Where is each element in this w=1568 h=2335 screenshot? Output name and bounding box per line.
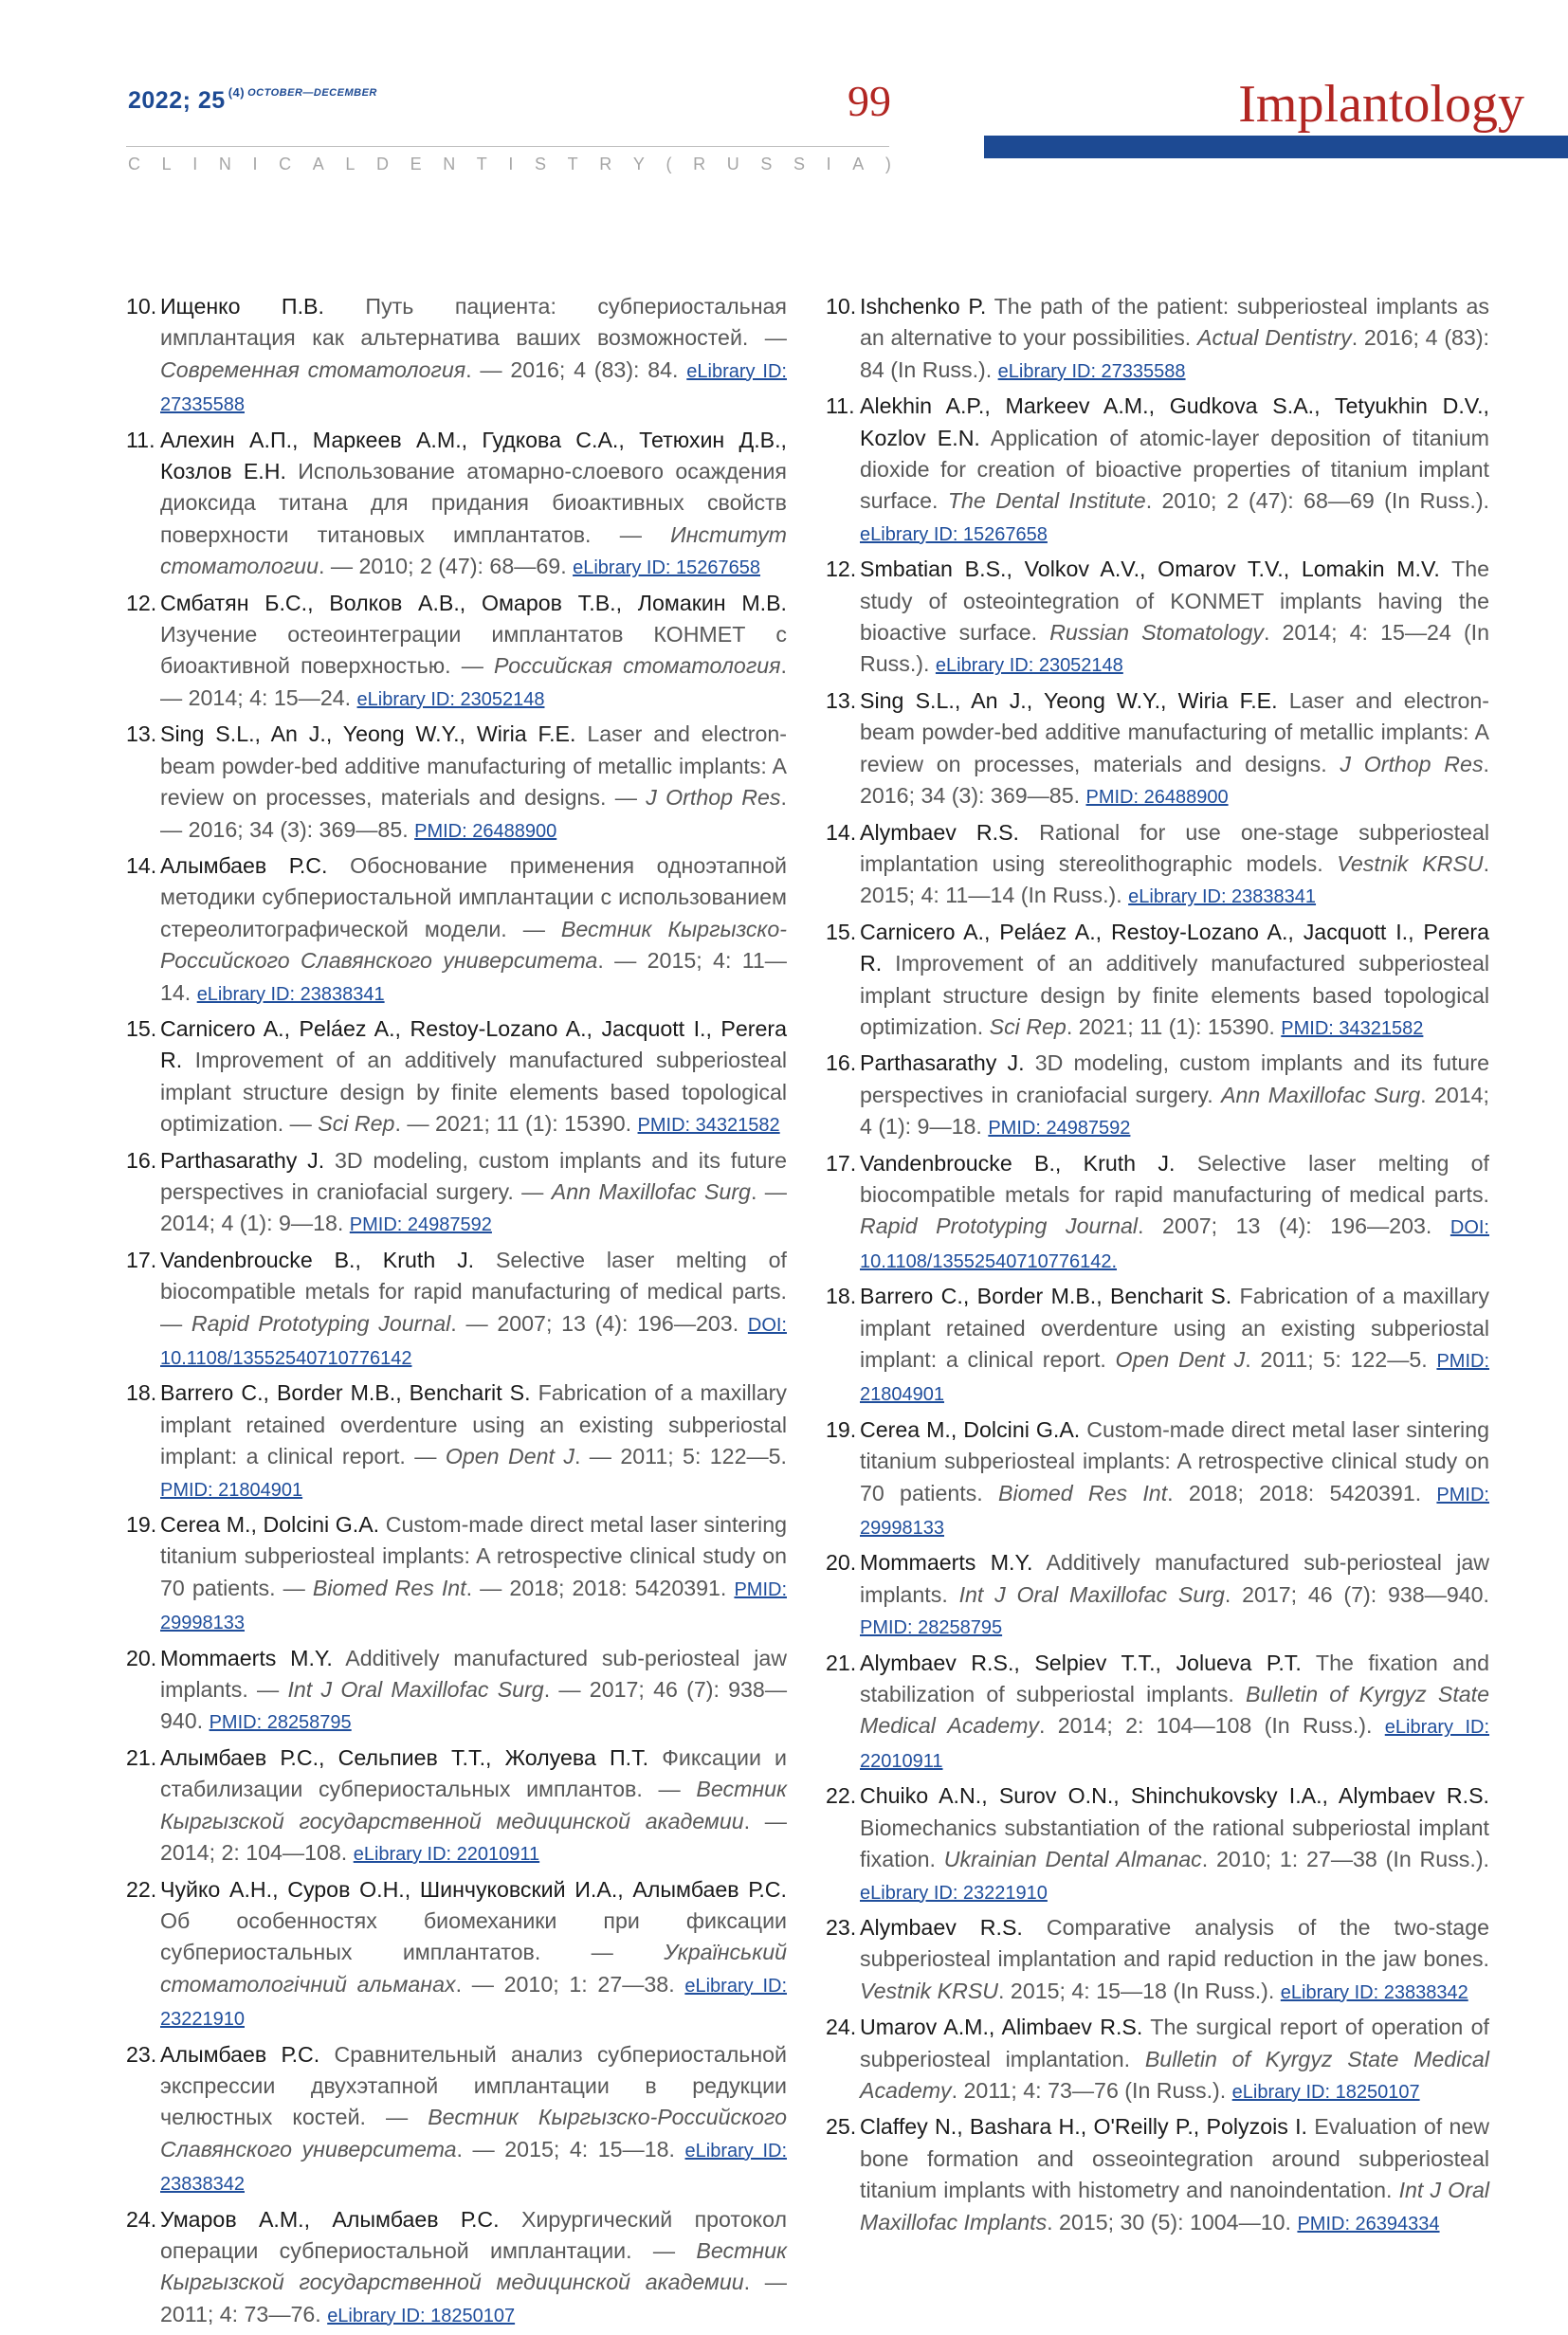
issue-year-volume: 2022; 25 <box>128 87 226 114</box>
journal-title-letter: L <box>161 155 172 173</box>
reference-link[interactable]: eLibrary ID: 23052148 <box>356 688 545 710</box>
reference-source: J Orthop Res <box>1340 751 1484 776</box>
reference-item <box>126 2204 787 2333</box>
reference-authors: Barrero C., Border M.B., Bencharit S. <box>160 1380 531 1406</box>
reference-authors: Alymbaev R.S. <box>860 819 1019 845</box>
reference-source: Bulletin of Kyrgyz State Medical Academy <box>860 2046 1489 2103</box>
header-divider <box>126 146 889 147</box>
references-english-column <box>826 291 1489 2243</box>
reference-link[interactable]: eLibrary ID: 23052148 <box>935 655 1123 677</box>
reference-details: . 2016; 4 (83): 84 (In Russ.). <box>860 325 1489 382</box>
reference-link[interactable]: PMID: 29998133 <box>860 1484 1489 1540</box>
reference-source: Ann Maxillofac Surg <box>1221 1082 1421 1107</box>
reference-source: Int J Oral Maxillofac Implants <box>860 2178 1489 2235</box>
reference-details: . 2015; 4: 11—14 (In Russ.). <box>860 850 1490 908</box>
reference-source: Open Dent J <box>445 1444 574 1469</box>
reference-number: 18. <box>826 1284 857 1309</box>
reference-link[interactable]: eLibrary ID: 22010911 <box>353 1844 540 1866</box>
reference-link[interactable]: eLibrary ID: 23838342 <box>160 2140 787 2196</box>
reference-item <box>826 554 1489 683</box>
reference-authors: Чуйко А.Н., Суров О.Н., Шинчуковский И.А., Алымбаев Р.С. <box>160 1876 787 1902</box>
reference-details: . — 2010; 1: 27—38. <box>455 1971 685 1997</box>
reference-item <box>126 425 787 585</box>
reference-link[interactable]: PMID: 28258795 <box>209 1712 352 1734</box>
reference-link[interactable]: PMID: 34321582 <box>1281 1017 1424 1039</box>
reference-authors: Алымбаев Р.С. <box>160 2041 320 2067</box>
reference-text: Фиксации и стабилизации субпериостальных имплантов. — <box>160 1744 788 1802</box>
reference-item <box>126 1013 787 1142</box>
reference-link[interactable]: eLibrary ID: 27335588 <box>160 360 787 416</box>
reference-text: The study of osteointegration of KONMET implants having the bioactive surface. <box>860 556 1490 646</box>
reference-details: . — 2016; 4 (83): 84. <box>465 356 687 382</box>
reference-source: Ukrainian Dental Almanac <box>943 1847 1202 1872</box>
reference-details: . 2018; 2018: 5420391. <box>1167 1480 1437 1505</box>
reference-link[interactable]: PMID: 24987592 <box>988 1118 1131 1140</box>
reference-number: 21. <box>126 1744 157 1770</box>
reference-item <box>126 719 787 848</box>
reference-link[interactable]: eLibrary ID: 23221910 <box>160 1975 788 2031</box>
reference-link[interactable]: PMID: 28258795 <box>860 1617 1003 1639</box>
reference-link[interactable]: eLibrary ID: 22010911 <box>860 1717 1490 1772</box>
reference-number: 16. <box>126 1147 157 1173</box>
reference-item <box>126 1742 787 1871</box>
journal-title-letter: ( <box>665 155 672 173</box>
reference-text: Laser and electron-beam powder-bed additive manufacturing of metallic implants: A review on processes, materials and designs. — <box>160 721 787 811</box>
reference-number: 14. <box>126 852 157 878</box>
journal-title-letter: S <box>535 155 547 173</box>
reference-text: Improvement of an additively manufactured subperiosteal implant structure design by finite elements based topological optimization. <box>860 951 1489 1039</box>
reference-item <box>826 1414 1489 1545</box>
reference-source: Sci Rep <box>989 1013 1067 1039</box>
reference-link[interactable]: eLibrary ID: 15267658 <box>860 523 1048 545</box>
reference-text: Хирургический протокол операции субпериостальной имплантации. — <box>160 2206 787 2263</box>
reference-text: Rational for use one-stage subperiosteal implantation using stereolithographic models. <box>860 819 1489 876</box>
reference-link[interactable]: eLibrary ID: 23838342 <box>1280 1981 1468 2003</box>
reference-text: 3D modeling, custom implants and its future perspectives in craniofacial surgery. — <box>160 1147 787 1204</box>
reference-source: Российская стоматология <box>494 653 781 679</box>
reference-number: 11. <box>826 393 855 419</box>
reference-text: Comparative analysis of the two-stage subperiosteal implantation and rapid reduction in the jaw bones. <box>860 1914 1489 1972</box>
reference-authors: Ishchenko P. <box>860 294 987 319</box>
reference-item <box>126 1874 787 2036</box>
reference-authors: Vandenbroucke B., Kruth J. <box>160 1247 475 1272</box>
issue-info <box>128 85 377 115</box>
reference-text: Biomechanics substantiation of the rational subperiostal implant fixation. <box>860 1815 1489 1872</box>
reference-source: Vestnik KRSU <box>1337 850 1484 876</box>
reference-authors: Алехин А.П., Маркеев А.М., Гудкова С.А., Тетюхин Д.В., Козлов Е.Н. <box>160 427 787 484</box>
reference-text: The surgical report of operation of subperiosteal implantation. <box>860 2015 1489 2071</box>
reference-item <box>126 1145 787 1242</box>
reference-text: Fabrication of a maxillary implant retained overdenture using an existing subperiostal implant: a clinical report. — <box>160 1380 787 1469</box>
reference-text: Laser and electron-beam powder-bed additive manufacturing of metallic implants: A review on processes, materials and designs. <box>860 687 1489 776</box>
reference-source: Rapid Prototyping Journal <box>191 1310 451 1336</box>
journal-title-letter: S <box>793 155 805 173</box>
reference-details: . — 2016; 34 (3): 369—85. <box>160 785 787 842</box>
reference-item <box>826 917 1489 1046</box>
journal-title-letter: Y <box>632 155 645 173</box>
reference-authors: Cerea M., Dolcini G.A. <box>160 1512 380 1538</box>
reference-number: 20. <box>126 1645 157 1670</box>
reference-text: Custom-made direct metal laser sintering titanium subperiosteal implants: A retrospective clinical study on 70 patients. <box>860 1416 1489 1505</box>
reference-authors: Parthasarathy J. <box>860 1050 1025 1076</box>
reference-link[interactable]: eLibrary ID: 23838341 <box>1128 886 1317 908</box>
reference-item <box>826 2012 1489 2108</box>
reference-text: Обоснование применения одноэтапной методики субпериостальной имплантации с использованием стереолитографической модели. — <box>160 852 787 941</box>
reference-details: . — 2015; 4: 11—14. <box>160 948 787 1005</box>
reference-number: 19. <box>826 1416 857 1442</box>
reference-number: 23. <box>826 1914 857 1940</box>
reference-number: 17. <box>126 1247 157 1272</box>
reference-number: 13. <box>826 687 857 713</box>
reference-text: Использование атомарно-слоевого осаждения диоксида титана для придания биоактивных свойств поверхности титановых имплантатов. — <box>160 459 787 547</box>
journal-title-letter: I <box>508 155 514 173</box>
reference-details: . — 2017; 46 (7): 938—940. <box>160 1677 787 1734</box>
reference-text: Об особенностях биомеханики при фиксации субпериостальных имплантатов. — <box>160 1907 787 1965</box>
reference-text: Additively manufactured sub-periosteal jaw implants. — <box>160 1645 788 1703</box>
reference-link[interactable]: PMID: 26488900 <box>1085 787 1229 809</box>
reference-link[interactable]: PMID: 21804901 <box>160 1479 303 1501</box>
reference-text: Fabrication of a maxillary implant retained overdenture using an existing subperiostal implant: a clinical report. <box>860 1284 1489 1372</box>
reference-text: Изучение остеоинтеграции имплантатов КОНМЕТ с биоактивной поверхностью. — <box>160 622 787 679</box>
reference-text: Сравнительный анализ субпериостальной экспрессии двухэтапной имплантации в редукции челюстных костей. — <box>160 2041 787 2130</box>
reference-authors: Alekhin A.P., Markeev A.M., Gudkova S.A., Tetyukhin D.V., Kozlov E.N. <box>860 393 1489 450</box>
reference-number: 22. <box>126 1876 157 1902</box>
section-title: Implantology <box>1238 75 1524 134</box>
reference-details: . 2011; 4: 73—76 (In Russ.). <box>951 2077 1232 2103</box>
reference-number: 22. <box>826 1783 857 1809</box>
reference-authors: Claffey N., Bashara H., O'Reilly P., Polyzois I. <box>860 2114 1308 2140</box>
reference-link[interactable]: PMID: 21804901 <box>860 1351 1489 1406</box>
reference-link[interactable]: PMID: 26394334 <box>1297 2213 1440 2235</box>
reference-details: . 2014; 2: 104—108 (In Russ.). <box>1039 1713 1385 1739</box>
reference-authors: Smbatian B.S., Volkov A.V., Omarov T.V., Lomakin M.V. <box>860 556 1440 582</box>
reference-text: 3D modeling, custom implants and its future perspectives in craniofacial surgery. <box>860 1050 1489 1107</box>
reference-details: . — 2011; 5: 122—5. <box>574 1444 787 1469</box>
reference-authors: Ищенко П.В. <box>160 294 324 319</box>
reference-details: . 2010; 1: 27—38 (In Russ.). <box>1201 1847 1489 1872</box>
reference-text: Application of atomic-layer deposition of titanium dioxide for creation of bioactive properties of titanium implant surface. <box>860 425 1490 514</box>
reference-details: . 2015; 30 (5): 1004—10. <box>1047 2209 1298 2235</box>
reference-authors: Смбатян Б.С., Волков А.В., Омаров Т.В., Ломакин М.В. <box>160 590 787 615</box>
reference-item <box>826 391 1489 551</box>
reference-authors: Cerea M., Dolcini G.A. <box>860 1416 1081 1442</box>
reference-number: 21. <box>826 1650 857 1675</box>
reference-source: Int J Oral Maxillofac Surg <box>958 1581 1225 1607</box>
reference-details: . 2011; 5: 122—5. <box>1245 1347 1437 1372</box>
journal-title-letter: I <box>192 155 198 173</box>
journal-title-letter: T <box>567 155 578 173</box>
reference-authors: Alymbaev R.S., Selpiev T.T., Jolueva P.T. <box>860 1650 1302 1675</box>
reference-authors: Carnicero A., Peláez A., Restoy-Lozano A., Jacquott I., Perera R. <box>860 919 1489 976</box>
references-russian-column <box>126 291 787 2335</box>
reference-item <box>826 1048 1489 1144</box>
reference-number: 24. <box>126 2206 157 2232</box>
reference-source: Современная стоматология <box>160 356 466 382</box>
journal-title <box>128 155 891 174</box>
issue-number: (4) <box>228 85 246 100</box>
reference-item <box>126 850 787 1011</box>
reference-details: . — 2007; 13 (4): 196—203. <box>450 1310 748 1336</box>
reference-source: Open Dent J <box>1115 1347 1246 1372</box>
reference-details: . — 2021; 11 (1): 15390. <box>394 1111 638 1137</box>
reference-number: 24. <box>826 2015 857 2040</box>
reference-item <box>826 1780 1489 1909</box>
reference-item <box>826 817 1489 914</box>
reference-number: 19. <box>126 1512 157 1538</box>
reference-text: The path of the patient: subperiosteal implants as an alternative to your possibilities. <box>860 294 1490 351</box>
reference-authors: Алымбаев Р.С. <box>160 852 328 878</box>
reference-source: Biomed Res Int <box>997 1480 1168 1505</box>
reference-source: Actual Dentistry <box>1197 325 1352 351</box>
reference-source: Український стоматологічний альманах <box>160 1940 787 1997</box>
reference-details: . 2014; 4 (1): 9—18. <box>860 1082 1490 1140</box>
reference-link[interactable]: eLibrary ID: 23221910 <box>860 1882 1048 1904</box>
reference-link[interactable]: PMID: 24987592 <box>349 1214 492 1236</box>
journal-title-letter: R <box>693 155 706 173</box>
reference-link[interactable]: DOI: 10.1108/13552540710776142 <box>160 1314 787 1369</box>
reference-authors: Barrero C., Border M.B., Bencharit S. <box>860 1284 1232 1309</box>
reference-source: The Dental Institute <box>947 488 1146 514</box>
journal-title-letter: C <box>128 155 140 173</box>
reference-number: 23. <box>126 2041 157 2067</box>
reference-details: . 2014; 4: 15—24 (In Russ.). <box>860 620 1489 677</box>
page-number: 99 <box>848 77 891 125</box>
journal-title-letter: A <box>312 155 324 173</box>
reference-authors: Vandenbroucke B., Kruth J. <box>860 1150 1176 1176</box>
journal-title-letter: I <box>826 155 831 173</box>
reference-source: Vestnik KRSU <box>860 1978 999 2003</box>
reference-text: Improvement of an additively manufactured subperiosteal implant structure design by finite elements based topological optimization. — <box>160 1048 787 1137</box>
reference-text: Evaluation of new bone formation and osseointegration around subperiosteal titanium implants with histometry and nanoindentation. <box>860 2114 1489 2203</box>
reference-number: 10. <box>826 294 857 319</box>
reference-details: . — 2014; 2: 104—108. <box>160 1808 787 1866</box>
reference-item <box>826 685 1489 814</box>
reference-number: 10. <box>126 294 157 319</box>
journal-title-letter: S <box>760 155 773 173</box>
reference-item <box>826 2111 1489 2240</box>
reference-text: Selective laser melting of biocompatible metals for rapid manufacturing of medical parts. <box>860 1150 1489 1207</box>
reference-text: The fixation and stabilization of subperiostal implants. <box>860 1650 1489 1707</box>
reference-link[interactable]: eLibrary ID: 18250107 <box>1231 2081 1420 2103</box>
journal-title-letter: U <box>726 155 739 173</box>
journal-title-letter: N <box>443 155 456 173</box>
journal-title-letter: A <box>852 155 865 173</box>
reference-item <box>126 2039 787 2201</box>
reference-number: 15. <box>826 919 857 944</box>
reference-details: . 2017; 46 (7): 938—940. <box>1224 1581 1489 1607</box>
reference-details: . — 2015; 4: 15—18. <box>456 2136 685 2162</box>
reference-details: . — 2011; 4: 73—76. <box>160 2270 787 2326</box>
reference-item <box>826 1281 1489 1412</box>
reference-source: Институт стоматологии <box>160 521 787 579</box>
reference-item <box>126 1643 787 1740</box>
reference-authors: Mommaerts M.Y. <box>860 1550 1033 1576</box>
reference-item <box>126 1377 787 1506</box>
reference-authors: Sing S.L., An J., Yeong W.Y., Wiria F.E. <box>160 721 576 747</box>
reference-details: . 2010; 2 (47): 68—69 (In Russ.). <box>1145 488 1489 514</box>
reference-source: Вестник Кыргызско-Российского Славянского университета <box>160 2105 787 2162</box>
reference-source: Bulletin of Kyrgyz State Medical Academy <box>860 1682 1489 1739</box>
reference-number: 17. <box>826 1150 857 1176</box>
journal-title-letter: I <box>252 155 258 173</box>
reference-link[interactable]: PMID: 29998133 <box>160 1578 787 1634</box>
reference-item <box>826 1648 1489 1779</box>
journal-title-letter: N <box>218 155 231 173</box>
reference-source: Russian Stomatology <box>1049 620 1264 646</box>
reference-number: 18. <box>126 1380 157 1406</box>
reference-link[interactable]: DOI: 10.1108/13552540710776142. <box>860 1217 1489 1272</box>
reference-details: . 2015; 4: 15—18 (In Russ.). <box>998 1978 1281 2003</box>
reference-number: 13. <box>126 721 157 747</box>
reference-link[interactable]: eLibrary ID: 23838341 <box>196 983 385 1005</box>
reference-authors: Sing S.L., An J., Yeong W.Y., Wiria F.E. <box>860 687 1278 713</box>
reference-link[interactable]: eLibrary ID: 15267658 <box>573 557 761 579</box>
reference-number: 15. <box>126 1015 157 1041</box>
reference-details: . 2021; 11 (1): 15390. <box>1066 1013 1282 1039</box>
reference-text: Путь пациента: субпериостальная имплантация как альтернатива ваших возможностей. — <box>160 294 787 351</box>
reference-source: Sci Rep <box>318 1111 395 1137</box>
reference-details: . 2007; 13 (4): 196—203. <box>1138 1213 1450 1239</box>
reference-details: . — 2014; 4 (1): 9—18. <box>160 1178 787 1236</box>
reference-item <box>126 1245 787 1376</box>
reference-item <box>826 1912 1489 2009</box>
reference-number: 20. <box>826 1550 857 1576</box>
reference-text: Custom-made direct metal laser sintering titanium subperiosteal implants: A retrospective clinical study on 70 patients. — <box>160 1512 787 1600</box>
reference-authors: Алымбаев Р.С., Сельпиев Т.Т., Жолуева П.Т. <box>160 1744 649 1770</box>
issue-period: OCTOBER—DECEMBER <box>247 87 377 99</box>
reference-source: Вестник Кыргызской государственной медицинской академии <box>160 2237 787 2295</box>
reference-number: 11. <box>126 427 155 452</box>
reference-details: . — 2010; 2 (47): 68—69. <box>318 554 574 579</box>
reference-authors: Mommaerts M.Y. <box>160 1645 333 1670</box>
reference-text: Selective laser melting of biocompatible metals for rapid manufacturing of medical parts. — <box>160 1247 787 1336</box>
reference-authors: Parthasarathy J. <box>160 1147 325 1173</box>
reference-item <box>126 1509 787 1640</box>
reference-link[interactable]: eLibrary ID: 18250107 <box>327 2305 516 2326</box>
reference-number: 25. <box>826 2114 857 2140</box>
reference-source: Biomed Res Int <box>312 1575 466 1600</box>
reference-authors: Alymbaev R.S. <box>860 1914 1023 1940</box>
journal-title-letter: C <box>279 155 292 173</box>
reference-item <box>826 291 1489 388</box>
journal-title-letter: E <box>410 155 422 173</box>
reference-source: Int J Oral Maxillofac Surg <box>287 1677 544 1703</box>
reference-source: Rapid Prototyping Journal <box>860 1213 1139 1239</box>
reference-source: Вестник Кыргызско-Российского Славянского университета <box>160 916 787 974</box>
reference-source: J Orthop Res <box>646 785 781 811</box>
journal-title-letter: L <box>345 155 356 173</box>
reference-number: 12. <box>126 590 157 615</box>
journal-title-letter: R <box>599 155 612 173</box>
reference-link[interactable]: eLibrary ID: 27335588 <box>997 360 1186 382</box>
reference-item <box>826 1547 1489 1644</box>
reference-number: 14. <box>826 819 857 845</box>
reference-source: Ann Maxillofac Surg <box>551 1178 751 1204</box>
reference-authors: Chuiko A.N., Surov O.N., Shinchukovsky I.A., Alymbaev R.S. <box>860 1783 1489 1809</box>
reference-authors: Carnicero A., Peláez A., Restoy-Lozano A., Jacquott I., Perera R. <box>160 1015 787 1073</box>
section-color-bar <box>984 136 1568 158</box>
journal-title-letter: D <box>375 155 389 173</box>
reference-number: 16. <box>826 1050 857 1076</box>
reference-authors: Umarov A.M., Alimbaev R.S. <box>860 2015 1143 2040</box>
reference-source: Вестник Кыргызской государственной медицинской академии <box>160 1777 787 1833</box>
reference-authors: Умаров А.М., Алымбаев Р.С. <box>160 2206 500 2232</box>
reference-item <box>126 588 787 717</box>
reference-number: 12. <box>826 556 857 582</box>
reference-item <box>826 1148 1489 1279</box>
reference-details: . — 2014; 4: 15—24. <box>160 653 787 710</box>
reference-link[interactable]: PMID: 34321582 <box>637 1115 780 1137</box>
reference-item <box>126 291 787 422</box>
reference-details: . — 2018; 2018: 5420391. <box>465 1575 735 1600</box>
reference-text: Additively manufactured sub-periosteal jaw implants. <box>860 1550 1489 1607</box>
journal-title-letter: ) <box>884 155 891 173</box>
reference-details: . 2016; 34 (3): 369—85. <box>860 751 1489 809</box>
reference-link[interactable]: PMID: 26488900 <box>414 820 557 842</box>
journal-title-letter: T <box>476 155 487 173</box>
